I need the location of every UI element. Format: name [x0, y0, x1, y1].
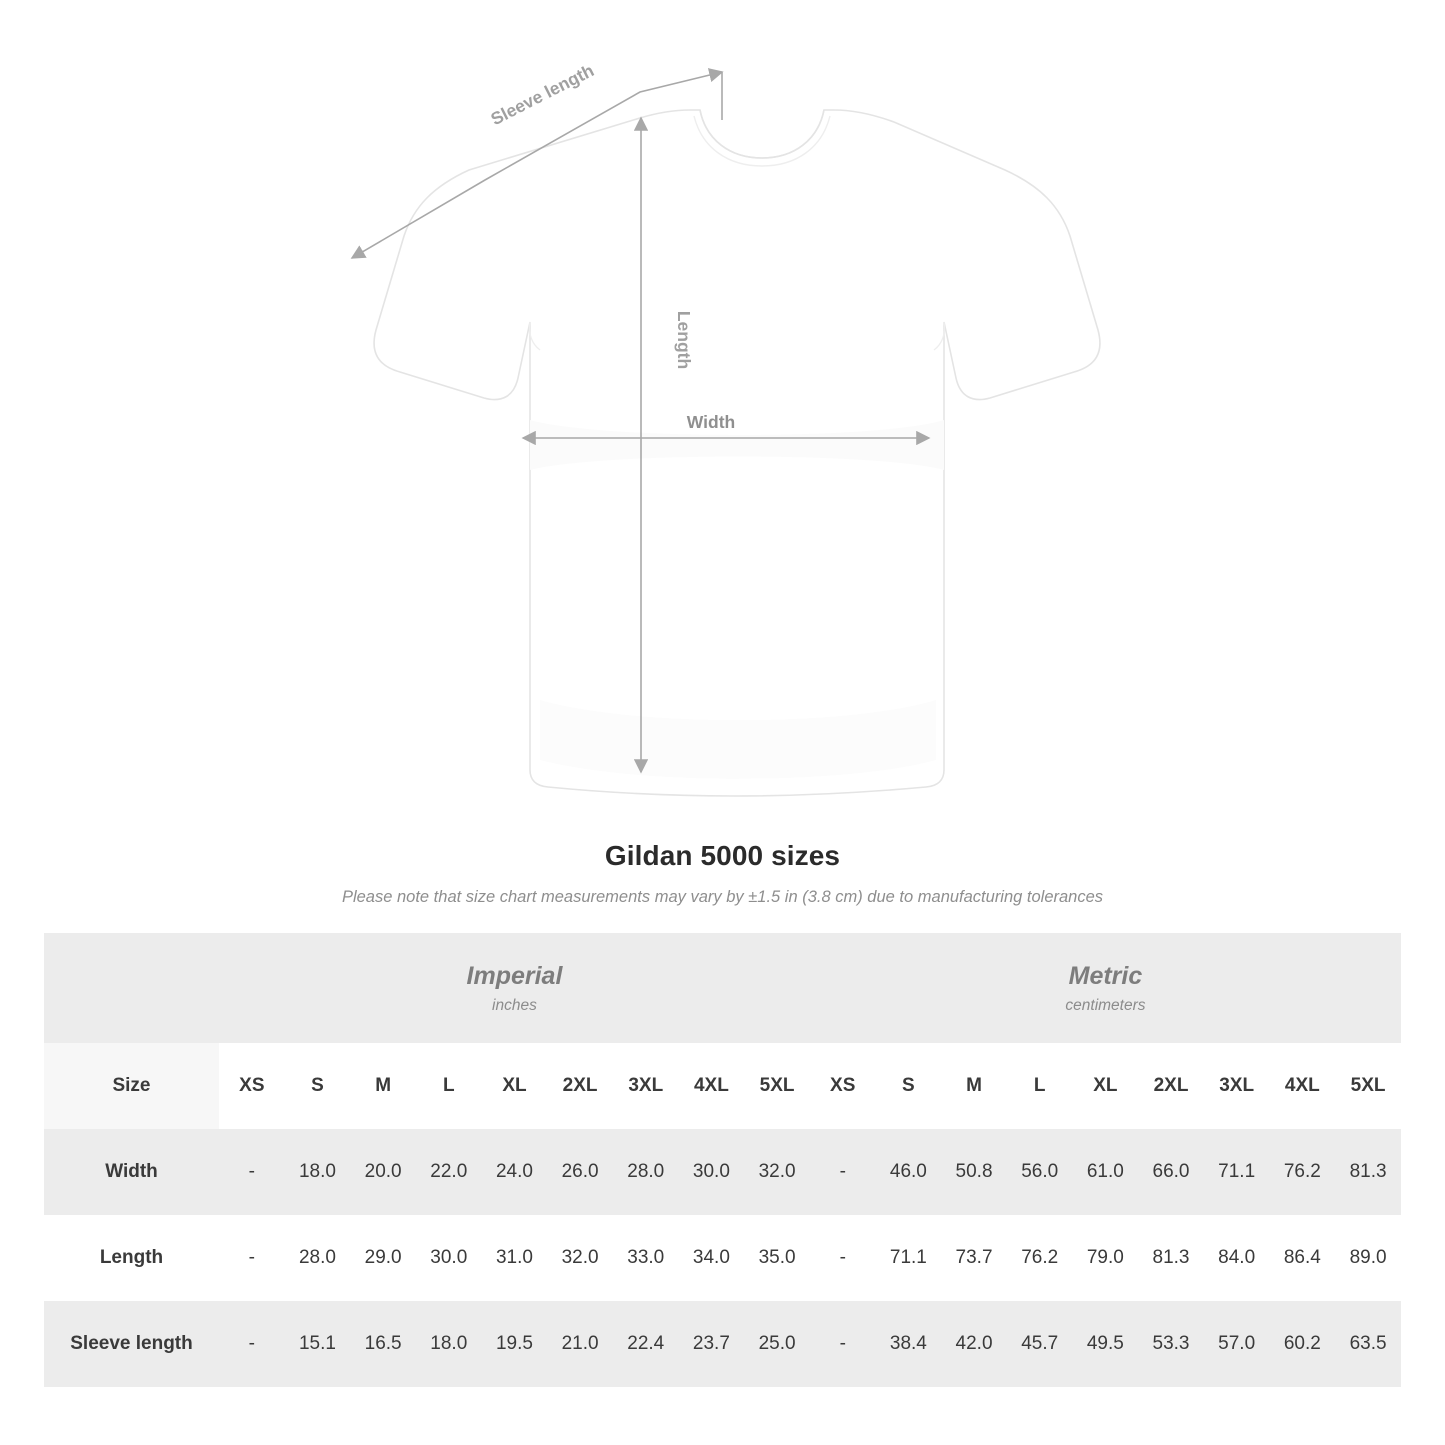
- cell-sleeve-imperial-l: 18.0: [416, 1301, 482, 1387]
- cell-width-metric-s: 46.0: [876, 1129, 942, 1215]
- cell-width-imperial-s: 18.0: [285, 1129, 351, 1215]
- cell-length-imperial-4xl: 34.0: [679, 1215, 745, 1301]
- size-col-imperial-m: M: [350, 1043, 416, 1129]
- size-col-imperial-3xl: 3XL: [613, 1043, 679, 1129]
- size-col-imperial-2xl: 2XL: [547, 1043, 613, 1129]
- cell-width-metric-3xl: 71.1: [1204, 1129, 1270, 1215]
- cell-length-imperial-s: 28.0: [285, 1215, 351, 1301]
- unit-name-imperial: Imperial: [466, 961, 563, 990]
- table-row-length: [44, 1215, 1401, 1301]
- size-col-metric-2xl: 2XL: [1138, 1043, 1204, 1129]
- size-col-metric-m: M: [941, 1043, 1007, 1129]
- unit-header-imperial: [219, 933, 810, 1043]
- cell-sleeve-imperial-xl: 19.5: [482, 1301, 548, 1387]
- page-title: Gildan 5000 sizes: [604, 840, 841, 871]
- sleeve-length-label: Sleeve length: [487, 60, 598, 130]
- tshirt-shape: [374, 110, 1100, 796]
- cell-sleeve-metric-m: 42.0: [941, 1301, 1007, 1387]
- size-col-metric-l: L: [1007, 1043, 1073, 1129]
- cell-sleeve-metric-2xl: 53.3: [1138, 1301, 1204, 1387]
- cell-sleeve-imperial-5xl: 25.0: [744, 1301, 810, 1387]
- cell-width-metric-l: 56.0: [1007, 1129, 1073, 1215]
- row-label-length: Length: [44, 1215, 219, 1301]
- unit-sub-metric: centimeters: [1065, 996, 1146, 1014]
- cell-length-metric-s: 71.1: [876, 1215, 942, 1301]
- cell-length-imperial-xs: -: [219, 1215, 285, 1301]
- cell-length-metric-2xl: 81.3: [1138, 1215, 1204, 1301]
- size-col-metric-xs: XS: [810, 1043, 876, 1129]
- cell-width-metric-m: 50.8: [941, 1129, 1007, 1215]
- row-label-width: Width: [44, 1129, 219, 1215]
- cell-width-imperial-3xl: 28.0: [613, 1129, 679, 1215]
- cell-sleeve-metric-xl: 49.5: [1073, 1301, 1139, 1387]
- size-col-imperial-xs: XS: [219, 1043, 285, 1129]
- size-col-imperial-xl: XL: [482, 1043, 548, 1129]
- size-col-imperial-5xl: 5XL: [744, 1043, 810, 1129]
- cell-sleeve-metric-l: 45.7: [1007, 1301, 1073, 1387]
- unit-header-spacer: [44, 933, 219, 1043]
- unit-sub-imperial: inches: [492, 996, 537, 1014]
- cell-length-metric-m: 73.7: [941, 1215, 1007, 1301]
- cell-length-imperial-2xl: 32.0: [547, 1215, 613, 1301]
- size-col-metric-3xl: 3XL: [1204, 1043, 1270, 1129]
- size-col-imperial-4xl: 4XL: [679, 1043, 745, 1129]
- cell-length-imperial-5xl: 35.0: [744, 1215, 810, 1301]
- cell-width-imperial-l: 22.0: [416, 1129, 482, 1215]
- cell-width-metric-xs: -: [810, 1129, 876, 1215]
- size-col-metric-s: S: [876, 1043, 942, 1129]
- cell-sleeve-imperial-xs: -: [219, 1301, 285, 1387]
- cell-width-imperial-5xl: 32.0: [744, 1129, 810, 1215]
- cell-sleeve-metric-s: 38.4: [876, 1301, 942, 1387]
- cell-width-metric-xl: 61.0: [1073, 1129, 1139, 1215]
- cell-length-metric-xs: -: [810, 1215, 876, 1301]
- size-col-imperial-l: L: [416, 1043, 482, 1129]
- cell-sleeve-metric-5xl: 63.5: [1335, 1301, 1401, 1387]
- size-chart-table: [44, 933, 1401, 1387]
- size-table-wrapper: [44, 933, 1401, 1387]
- cell-sleeve-imperial-m: 16.5: [350, 1301, 416, 1387]
- cell-length-imperial-m: 29.0: [350, 1215, 416, 1301]
- cell-length-metric-5xl: 89.0: [1335, 1215, 1401, 1301]
- cell-width-metric-2xl: 66.0: [1138, 1129, 1204, 1215]
- size-col-metric-xl: XL: [1073, 1043, 1139, 1129]
- length-label: Length: [674, 310, 694, 370]
- size-col-metric-4xl: 4XL: [1270, 1043, 1336, 1129]
- cell-length-metric-xl: 79.0: [1073, 1215, 1139, 1301]
- cell-sleeve-metric-3xl: 57.0: [1204, 1301, 1270, 1387]
- size-col-metric-5xl: 5XL: [1335, 1043, 1401, 1129]
- cell-width-imperial-xl: 24.0: [482, 1129, 548, 1215]
- size-header-label: Size: [44, 1043, 219, 1129]
- cell-width-imperial-2xl: 26.0: [547, 1129, 613, 1215]
- cell-sleeve-imperial-4xl: 23.7: [679, 1301, 745, 1387]
- cell-length-imperial-l: 30.0: [416, 1215, 482, 1301]
- size-col-imperial-s: S: [285, 1043, 351, 1129]
- cell-sleeve-imperial-2xl: 21.0: [547, 1301, 613, 1387]
- cell-length-imperial-xl: 31.0: [482, 1215, 548, 1301]
- cell-length-metric-4xl: 86.4: [1270, 1215, 1336, 1301]
- row-label-sleeve-length: Sleeve length: [44, 1301, 219, 1387]
- cell-length-metric-l: 76.2: [1007, 1215, 1073, 1301]
- cell-sleeve-metric-4xl: 60.2: [1270, 1301, 1336, 1387]
- tolerance-note: Please note that size chart measurements may vary by ±1.5 in (3.8 cm) due to manufacturing tolerances: [341, 888, 1104, 906]
- cell-width-imperial-xs: -: [219, 1129, 285, 1215]
- cell-sleeve-imperial-3xl: 22.4: [613, 1301, 679, 1387]
- unit-header-row: [44, 933, 1401, 1043]
- cell-length-metric-3xl: 84.0: [1204, 1215, 1270, 1301]
- width-label: Width: [686, 412, 736, 432]
- size-header-row: [44, 1043, 1401, 1129]
- chart-heading: [0, 840, 1445, 907]
- cell-length-imperial-3xl: 33.0: [613, 1215, 679, 1301]
- cell-width-metric-4xl: 76.2: [1270, 1129, 1336, 1215]
- cell-width-metric-5xl: 81.3: [1335, 1129, 1401, 1215]
- cell-sleeve-imperial-s: 15.1: [285, 1301, 351, 1387]
- table-row-sleeve-length: [44, 1301, 1401, 1387]
- cell-sleeve-metric-xs: -: [810, 1301, 876, 1387]
- cell-width-imperial-4xl: 30.0: [679, 1129, 745, 1215]
- cell-width-imperial-m: 20.0: [350, 1129, 416, 1215]
- unit-header-metric: [810, 933, 1401, 1043]
- table-row-width: [44, 1129, 1401, 1215]
- unit-name-metric: Metric: [1068, 961, 1143, 990]
